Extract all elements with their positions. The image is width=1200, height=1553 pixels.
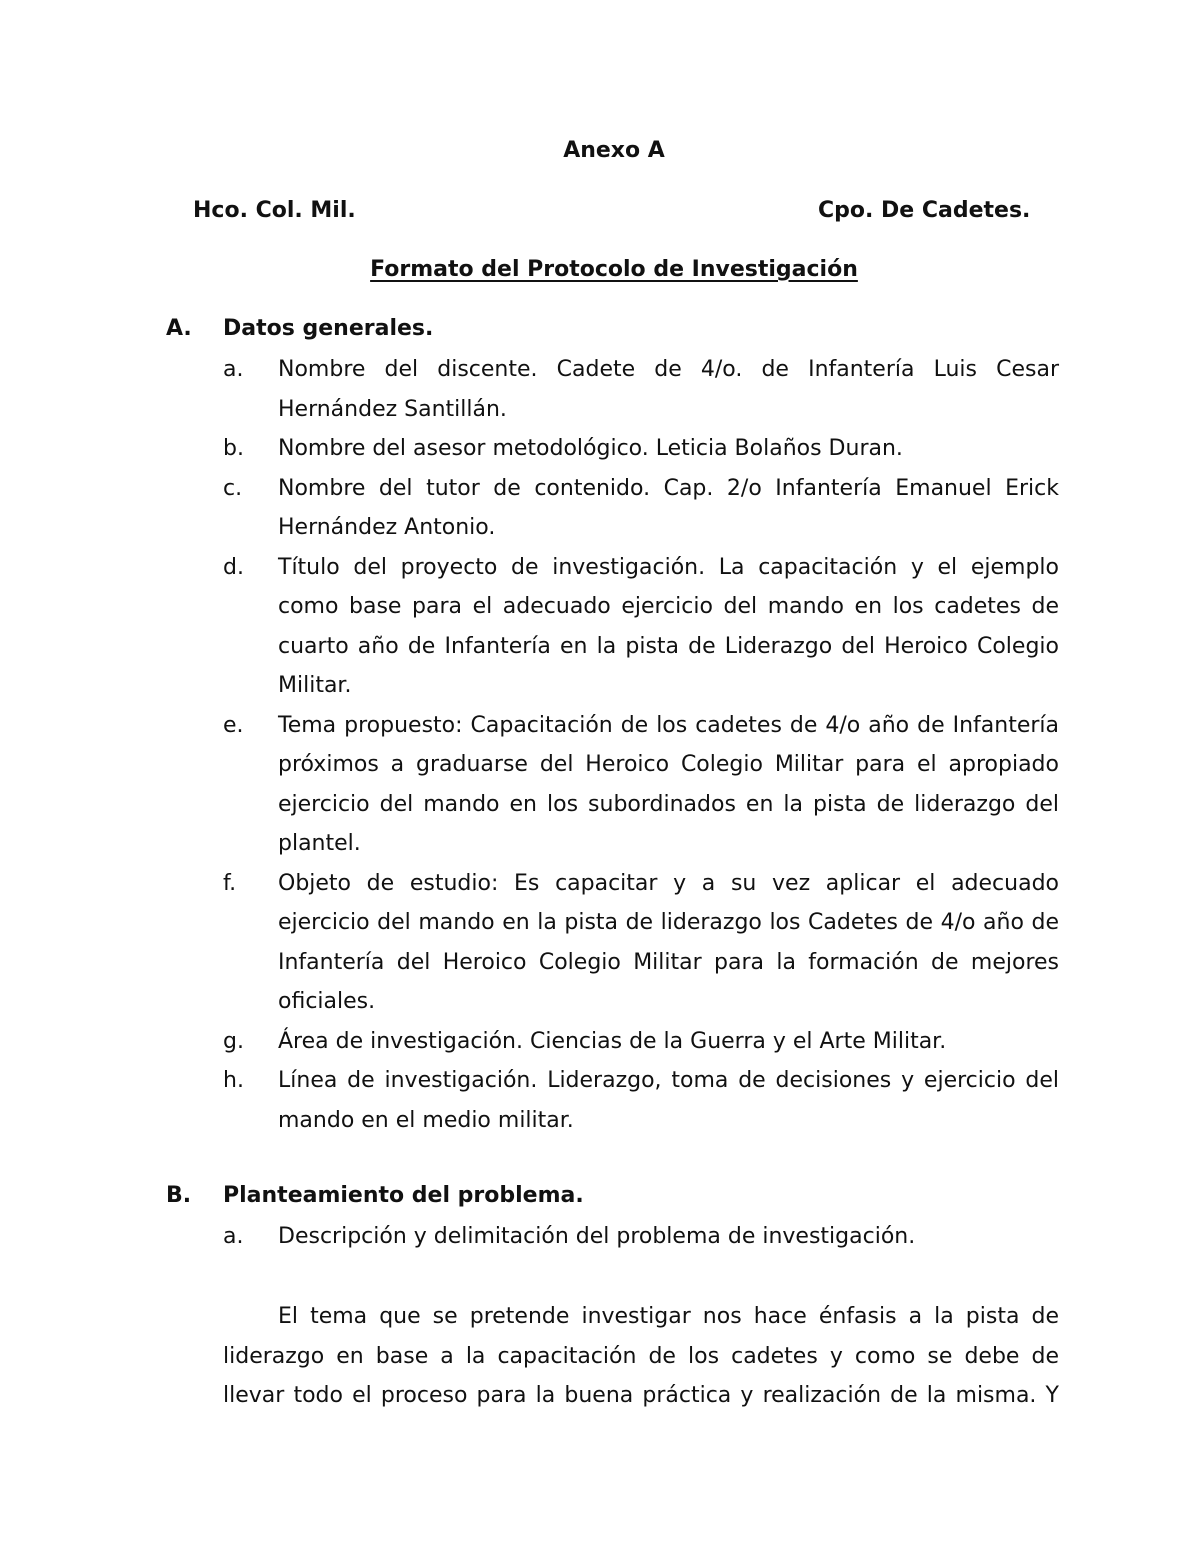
list-item bbox=[223, 350, 1059, 429]
item-text: Tema propuesto: Capacitación de los cadetes de 4/o año de Infantería próximos a graduarse del Heroico Colegio Militar para el apropiado ejercicio del mando en los subordinados en la pista de liderazgo del plantel. bbox=[278, 712, 1059, 856]
item-marker: b. bbox=[223, 436, 244, 461]
section-a-title: Datos generales. bbox=[223, 316, 434, 341]
list-item bbox=[223, 864, 1059, 1022]
item-marker: a. bbox=[223, 357, 244, 382]
section-b-title: Planteamiento del problema. bbox=[223, 1183, 584, 1208]
section-b-list bbox=[223, 1217, 1059, 1257]
item-marker: f. bbox=[223, 870, 237, 896]
header-right: Cpo. De Cadetes. bbox=[818, 198, 1031, 223]
item-marker: a. bbox=[223, 1224, 244, 1249]
item-marker: e. bbox=[223, 712, 244, 738]
item-marker: d. bbox=[223, 554, 244, 580]
list-item bbox=[223, 1061, 1059, 1140]
body-paragraph: El tema que se pretende investigar nos hace énfasis a la pista de liderazgo en base a la capacitación de los cadetes y como se debe de llevar todo el proceso para la buena práctica y realización de la misma. Y bbox=[223, 1304, 1059, 1408]
list-item bbox=[223, 429, 1059, 469]
item-text: Nombre del asesor metodológico. Leticia Bolaños Duran. bbox=[278, 436, 903, 461]
list-item bbox=[223, 469, 1059, 548]
item-text: Área de investigación. Ciencias de la Guerra y el Arte Militar. bbox=[278, 1028, 947, 1054]
section-a-letter: A. bbox=[166, 316, 192, 341]
list-item bbox=[223, 706, 1059, 864]
item-text: Nombre del tutor de contenido. Cap. 2/o Infantería Emanuel Erick Hernández Antonio. bbox=[278, 475, 1059, 540]
item-marker: h. bbox=[223, 1068, 244, 1093]
format-title: Formato del Protocolo de Investigación bbox=[370, 257, 858, 282]
section-b-letter: B. bbox=[166, 1183, 192, 1208]
item-text: Título del proyecto de investigación. La capacitación y el ejemplo como base para el adecuado ejercicio del mando en los cadetes de cuarto año de Infantería en la pista de Liderazgo del Heroico Colegio Militar. bbox=[278, 554, 1059, 698]
item-text: Descripción y delimitación del problema de investigación. bbox=[278, 1224, 916, 1249]
annex-title: Anexo A bbox=[563, 138, 665, 163]
item-text: Línea de investigación. Liderazgo, toma de decisiones y ejercicio del mando en el medio militar. bbox=[278, 1068, 1059, 1133]
list-item bbox=[223, 548, 1059, 706]
list-item bbox=[223, 1022, 1059, 1062]
item-marker: c. bbox=[223, 475, 243, 501]
item-marker: g. bbox=[223, 1028, 244, 1054]
header-left: Hco. Col. Mil. bbox=[193, 198, 356, 223]
item-text: Nombre del discente. Cadete de 4/o. de Infantería Luis Cesar Hernández Santillán. bbox=[278, 357, 1059, 422]
list-item bbox=[223, 1217, 1059, 1257]
item-text: Objeto de estudio: Es capacitar y a su vez aplicar el adecuado ejercicio del mando en la pista de liderazgo los Cadetes de 4/o año de Infantería del Heroico Colegio Militar para la formación de mejores oficiales. bbox=[278, 870, 1059, 1014]
section-a-list bbox=[223, 350, 1059, 1140]
